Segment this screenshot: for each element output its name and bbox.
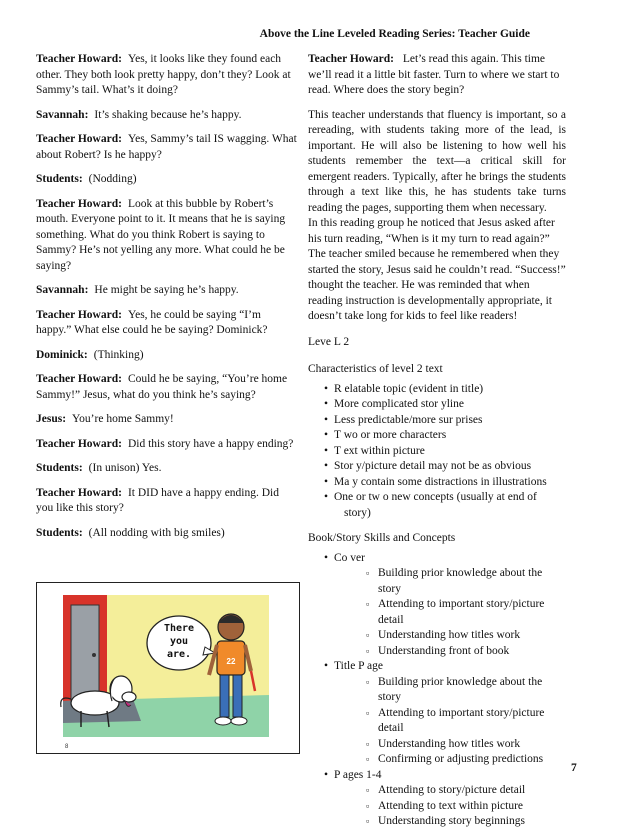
skill-sublist	[334, 783, 566, 830]
skill-item: ▫ Building prior knowledge about the story	[334, 675, 566, 706]
characteristic-item: • More complicated stor yline	[308, 397, 566, 413]
speaker-name: Dominick:	[36, 348, 88, 361]
speech-text: You’re home Sammy!	[72, 413, 174, 425]
speech-text: Yes, he could be saying “I’m happy.” What else could he be saying? Dominick?	[36, 308, 268, 336]
right-column	[308, 52, 566, 840]
characteristic-item: • Stor y/picture detail may not be as obvious	[308, 459, 566, 475]
dialogue-turn	[36, 461, 298, 477]
door-knob	[92, 653, 96, 657]
speech-text: Look at this bubble by Robert’s mouth. Everyone point to it. It means that he is saying something. What do you think Robert is saying to Sammy? He’s not yelling any more. What could he be saying?	[36, 197, 286, 272]
skill-item: ▫ Understanding story beginnings	[334, 814, 566, 830]
speaker-name: Teacher Howard:	[36, 53, 122, 65]
speaker-name: Teacher Howard:	[36, 373, 122, 385]
commentary-paragraph: In this reading group he noticed that Jesus asked after his turn reading, “When is it my turn to read again?” The teacher smiled because he remembered when they started the story, Jesus said he couldn’t read. “Success!” thought the teacher. He was reminded that when reading instruction is developmentally appropriate, it doesn’t take long for kids to feel like readers!	[308, 217, 566, 322]
skill-item: ▫ Attending to important story/picture detail	[334, 706, 566, 737]
dialogue-turn	[36, 372, 298, 403]
shirt-number: 22	[226, 657, 236, 666]
skill-item: ▫ Understanding how titles work	[334, 737, 566, 753]
dialogue-turn	[36, 132, 298, 163]
dialogue-turn	[36, 486, 298, 517]
speech-text: It’s shaking because he’s happy.	[94, 108, 242, 121]
speaker-name: Teacher Howard:	[308, 53, 394, 65]
skills-heading: Book/Story Skills and Concepts	[308, 532, 456, 544]
level-label: Leve L 2	[308, 335, 350, 348]
characteristic-item: • T ext within picture	[308, 444, 566, 460]
skill-item: ▫ Building prior knowledge about the story	[334, 566, 566, 597]
characteristic-item: • R elatable topic (evident in title)	[308, 382, 566, 398]
speaker-name: Students:	[36, 462, 83, 474]
speech-text: He might be saying he’s happy.	[94, 284, 239, 296]
characteristics-list	[308, 382, 566, 522]
left-column	[36, 52, 298, 550]
skill-group	[308, 768, 566, 830]
skill-group-label: P ages 1-4	[334, 768, 382, 781]
speaker-name: Teacher Howard:	[36, 133, 122, 145]
story-illustration	[36, 582, 300, 754]
dialogue-turn	[308, 52, 566, 99]
skill-item: ▫ Attending to story/picture detail	[334, 783, 566, 799]
dialogue-turn	[36, 172, 298, 188]
characteristic-item-continuation: story)	[344, 506, 371, 519]
characteristic-item: • One or tw o new concepts (usually at end of	[308, 490, 566, 506]
dialogue-turn	[36, 412, 298, 428]
bubble-text-line: There	[163, 623, 195, 634]
speaker-name: Teacher Howard:	[36, 308, 122, 321]
dialogue-turn	[36, 348, 298, 364]
speech-text: (All nodding with big smiles)	[88, 526, 225, 539]
speaker-name: Teacher Howard:	[36, 197, 122, 210]
illustration-page-mark: 8	[65, 744, 69, 750]
speaker-name: Students:	[36, 526, 83, 539]
dialogue-list	[36, 52, 298, 541]
skill-group-label: Co ver	[334, 551, 365, 564]
dialogue-turn	[36, 526, 298, 542]
running-header: Above the Line Leveled Reading Series: Teacher Guide	[259, 28, 530, 40]
bubble-text-line: are.	[166, 649, 192, 660]
speech-text: (In unison) Yes.	[88, 462, 162, 474]
dialogue-turn	[36, 283, 298, 299]
skill-group	[308, 659, 566, 768]
characteristic-item: • Ma y contain some distractions in illustrations	[308, 475, 566, 491]
speaker-name: Students:	[36, 173, 83, 185]
dialogue-turn	[36, 52, 298, 99]
skill-sublist	[334, 566, 566, 659]
illustration-svg	[37, 583, 299, 753]
speaker-name: Savannah:	[36, 108, 89, 121]
speech-text: (Thinking)	[93, 348, 144, 361]
dialogue-turn	[36, 437, 298, 453]
skill-item: ▫ Understanding front of book	[334, 644, 566, 660]
speech-text: Yes, it looks like they found each other. They both look pretty happy, don’t they? Look at Sammy’s tail. What’s it doing?	[36, 53, 291, 96]
characteristic-item: • T wo or more characters	[308, 428, 566, 444]
speaker-name: Teacher Howard:	[36, 486, 122, 499]
skill-group-label: Title P age	[334, 660, 383, 672]
speech-text: Yes, Sammy’s tail IS wagging. What about Robert? Is he happy?	[36, 133, 297, 161]
dialogue-turn	[36, 308, 298, 339]
skill-sublist	[334, 675, 566, 768]
characteristic-item: • Less predictable/more sur prises	[308, 413, 566, 429]
skill-group	[308, 551, 566, 660]
skill-item: ▫ Attending to important story/picture detail	[334, 597, 566, 628]
speaker-name: Teacher Howard:	[36, 437, 122, 450]
skills-list	[308, 551, 566, 830]
speech-text: Did this story have a happy ending?	[127, 437, 294, 450]
skill-item: ▫ Attending to text within picture	[334, 799, 566, 815]
skill-item: ▫ Confirming or adjusting predictions	[334, 752, 566, 768]
characteristics-heading: Characteristics of level 2 text	[308, 363, 443, 375]
page-number: 7	[571, 762, 577, 774]
bubble-text-line: you	[169, 636, 189, 647]
speaker-name: Savannah:	[36, 284, 89, 296]
speech-text: It DID have a happy ending. Did you like this story?	[36, 486, 279, 514]
commentary-paragraph: This teacher understands that fluency is important, so a rereading, with students taking more of the lead, is important. He will also be listening to how well his students remember the text—a critical skill for emergent readers. Typically, after he brings the students through a text like this, he has students take turns reading the pages, supporting them when necessary.	[308, 108, 566, 214]
dialogue-turn	[36, 108, 298, 124]
speech-text: (Nodding)	[88, 173, 137, 185]
speaker-name: Jesus:	[36, 413, 67, 425]
speech-text: Could he be saying, “You’re home Sammy!” Jesus, what do you think he’s saying?	[36, 373, 288, 401]
speech-text: Let’s read this again. This time we’ll read it a little bit faster. Turn to where we start to read. Where does the story begin?	[308, 53, 560, 96]
dialogue-turn	[36, 197, 298, 275]
skill-item: ▫ Understanding how titles work	[334, 628, 566, 644]
